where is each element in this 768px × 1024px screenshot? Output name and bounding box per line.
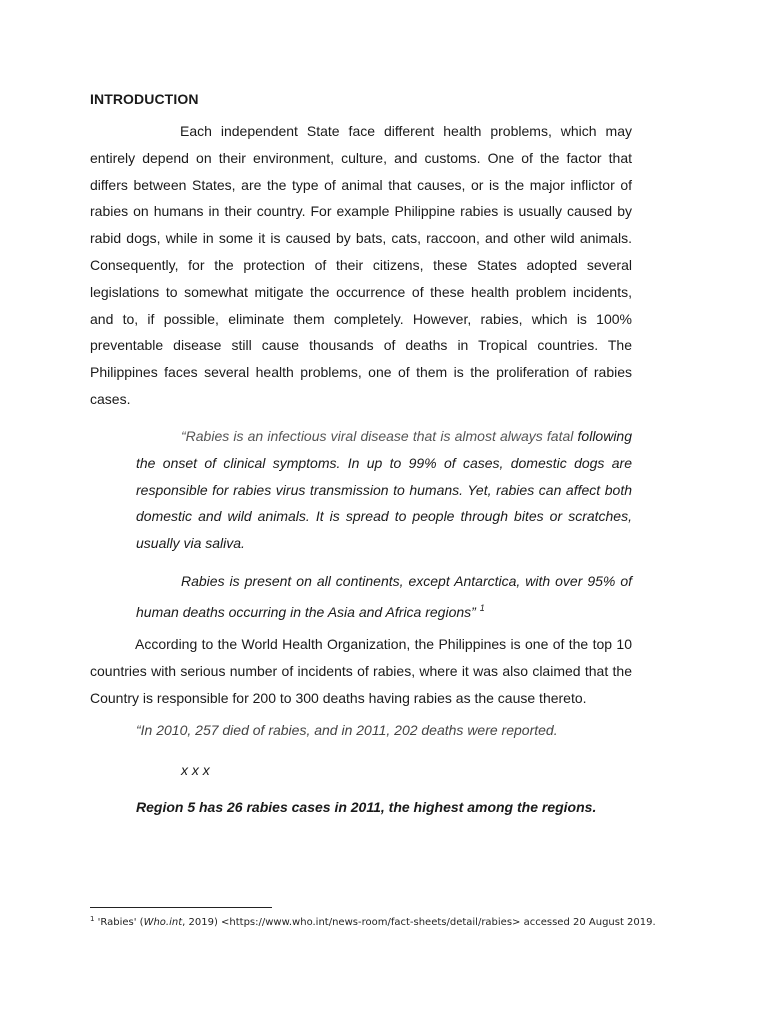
footnote-text-before: 'Rabies' (	[94, 917, 144, 928]
footnote-source: Who.int	[143, 917, 183, 928]
intro-paragraph-text: Each independent State face different health problems, which may entirely depend on their environment, culture, and customs. One of the factor that differs between States, are the type of animal that causes, or is the major inflictor of rabies on humans in their country. For example Philippine rabies is usually caused by rabid dogs, while in some it is caused by bats, cats, raccoon, and other wild animals. Consequently, for the protection of their citizens, these States adopted several legislations to somewhat mitigate the occurrence of these health problem incidents, and to, if possible, eliminate them completely. However, rabies, which is 100% preventable disease still cause thousands of deaths in Tropical countries. The Philippines faces several health problems, one of them is the proliferation of rabies cases.	[90, 123, 632, 407]
region-highlight: Region 5 has 26 rabies cases in 2011, the highest among the regions.	[136, 799, 597, 815]
block-quote-3: “In 2010, 257 died of rabies, and in 2011, 202 deaths were reported.	[136, 722, 558, 738]
footnote	[90, 915, 710, 928]
intro-paragraph	[90, 118, 632, 413]
block-quote-1-rest: following the onset of clinical symptoms. In up to 99% of cases, domestic dogs are responsible for rabies virus transmission to humans. Yet, rabies can affect both domestic and wild animals. It is spread to people through bites or scratches, usually via saliva.	[136, 428, 633, 552]
who-paragraph-text: According to the World Health Organization, the Philippines is one of the top 10 countries with serious number of incidents of rabies, where it was also claimed that the Country is responsible for 200 to 300 deaths having rabies as the cause thereto.	[90, 636, 632, 706]
footnote-number: 1	[90, 915, 95, 923]
section-heading: INTRODUCTION	[90, 91, 199, 107]
block-quote-2	[136, 568, 632, 626]
block-quote-1-lead: “Rabies is an infectious viral disease that is almost always fatal	[181, 428, 574, 444]
footnote-text-after: , 2019) <https://www.who.int/news-room/fact-sheets/detail/rabies> accessed 20 August 2019.	[182, 917, 656, 928]
who-paragraph	[90, 631, 632, 711]
block-quote-2-text: Rabies is present on all continents, except Antarctica, with over 95% of human deaths occurring in the Asia and Africa regions”	[136, 573, 632, 620]
footnote-divider	[90, 907, 272, 908]
omission-marker: x x x	[181, 762, 210, 778]
block-quote-1	[136, 423, 632, 557]
footnote-reference[interactable]: 1	[479, 602, 485, 613]
